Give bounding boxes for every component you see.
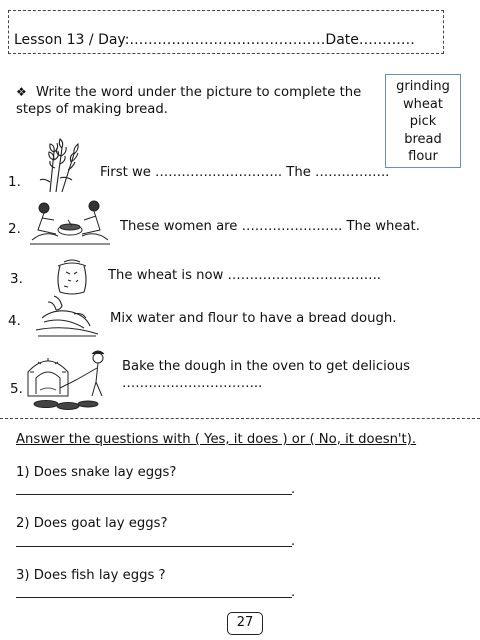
step-3-number: 3.: [10, 271, 23, 287]
diamond-bullet-icon: ❖: [16, 85, 27, 99]
instruction-text: Write the word under the picture to complete the steps of making bread.: [16, 85, 362, 117]
answer-line-2[interactable]: [16, 546, 292, 547]
step-4-number: 4.: [8, 313, 21, 329]
step-2-text: These women are ………………….. The wheat.: [120, 219, 420, 234]
question-1: 1) Does snake lay eggs?: [16, 465, 177, 480]
word-bank-item: bread: [404, 131, 442, 147]
word-bank-item: flour: [408, 149, 438, 164]
question-3: 3) Does fish lay eggs ?: [16, 568, 166, 583]
answer-line-3[interactable]: [16, 597, 292, 598]
hands-kneading-dough-picture: [34, 292, 100, 338]
word-bank-item: wheat: [403, 96, 443, 112]
answer-line-1[interactable]: [16, 494, 292, 495]
word-bank: [385, 74, 461, 168]
answer-line-3-end: .: [291, 585, 296, 600]
step-5-number: 5.: [10, 381, 23, 397]
step-1-text: First we ……………………….. The ……………..: [100, 165, 390, 180]
question-2: 2) Does goat lay eggs?: [16, 516, 168, 531]
step-3-text: The wheat is now ……………………………..: [108, 268, 381, 283]
page-number: 27: [227, 612, 263, 635]
answer-line-1-end: .: [291, 482, 296, 497]
women-grinding-wheat-picture: [28, 198, 112, 246]
word-bank-item: pick: [409, 114, 437, 129]
step-5-text-line1: Bake the dough in the oven to get delicious: [122, 359, 411, 374]
wheat-stalks-picture: [36, 138, 88, 194]
step-4-text: Mix water and flour to have a bread dough.: [110, 311, 397, 326]
answer-heading: Answer the questions with ( Yes, it does ) or ( No, it doesn't).: [16, 432, 417, 447]
flour-bag-picture: [48, 258, 96, 296]
step-1-number: 1.: [8, 174, 21, 190]
baker-at-oven-picture: [22, 346, 120, 412]
step-2-number: 2.: [8, 221, 21, 237]
step-5-text-line2: …………………………..: [122, 376, 263, 391]
answer-line-2-end: .: [291, 534, 296, 549]
lesson-day-date-header: Lesson 13 / Day:……………………………………Date…………: [14, 32, 415, 48]
instruction: [16, 84, 376, 118]
word-bank-item: grinding: [396, 79, 450, 94]
section-separator: [0, 418, 480, 419]
